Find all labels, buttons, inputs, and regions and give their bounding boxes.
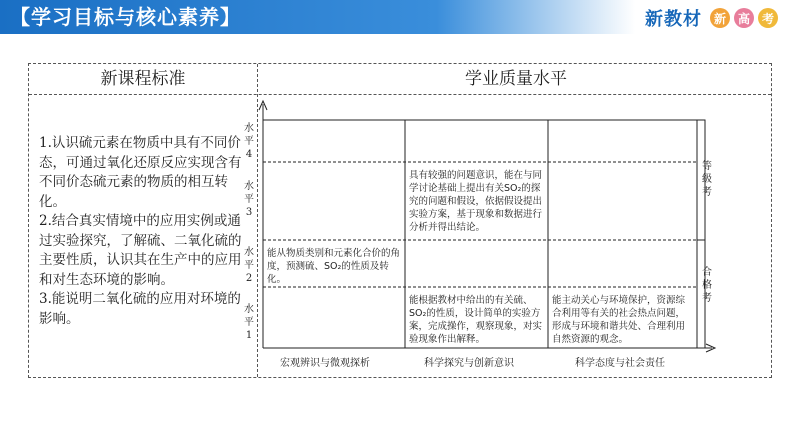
brand-circle-xin: 新 [710,8,730,28]
axis-label-inquiry: 科学探究与创新意识 [424,358,514,369]
standard-item-3: 3.能说明二氧化硫的应用对环境的影响。 [39,291,241,327]
grade-exam-label: 等级考 [702,161,712,198]
pass-exam-label: 合格考 [702,267,712,304]
standard-item-1: 1.认识硫元素在物质中具有不同价态，可通过氧化还原反应实现含有不同价态硫元素的物质的相互转化。 [39,135,242,210]
level-2-label: 水平2 [244,247,254,284]
level-1-label: 水平1 [244,304,254,341]
column-divider [257,64,258,377]
brand-logo [645,6,778,30]
standard-item-2: 2.结合真实情境中的应用实例或通过实验探究，了解硫、二氧化硫的主要性质，认识其在生产中的应用和对生态环境的影响。 [39,213,242,288]
cell-inquiry-level-1: 能根据教材中给出的有关硫、SO₂的性质，设计简单的实验方案，完成操作，观察现象，对实验现象作出解释。 [409,295,543,345]
brand-text: 新教材 [645,9,702,30]
header-divider [29,94,771,95]
brand-circle-kao: 考 [758,8,778,28]
curriculum-standard-list [39,134,251,329]
cell-macro-level-2: 能从物质类别和元素化合价的角度，预测硫、SO₂的性质及转化。 [267,248,401,285]
page-title: 【学习目标与核心素养】 [10,5,241,29]
axis-label-macro: 宏观辨识与微观探析 [280,358,370,369]
cell-attitude-level-1: 能主动关心与环境保护，资源综合利用等有关的社会热点问题，形成与环境和谐共处、合理利用自然资源的观念。 [552,295,686,345]
cell-inquiry-level-3: 具有较强的问题意识，能在与同学讨论基础上提出有关SO₂的探究的问题和假设，依据假设提出实验方案，基于现象和数据进行分析并得出结论。 [409,170,543,233]
level-4-label: 水平4 [244,123,254,160]
axis-label-attitude: 科学态度与社会责任 [575,358,665,369]
level-3-label: 水平3 [244,181,254,218]
quality-level-heading: 学业质量水平 [465,69,567,89]
curriculum-standard-heading: 新课程标准 [100,69,186,89]
brand-circle-gao: 高 [734,8,754,28]
